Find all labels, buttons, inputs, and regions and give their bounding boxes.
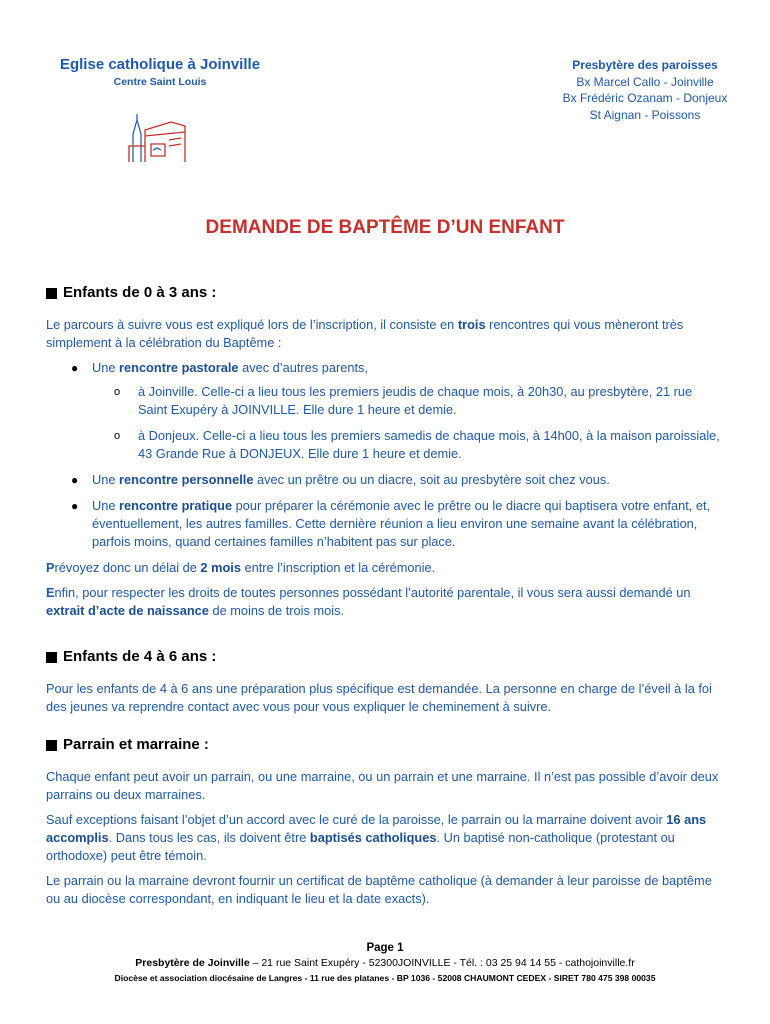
paragraph: Chaque enfant peut avoir un parrain, ou une marraine, ou un parrain et une marraine. Il n’est pas possible d’avoir deux parrains ou deux marraines. xyxy=(46,769,719,802)
church-logo-icon xyxy=(125,112,195,164)
footer-legal: Diocèse et association diocésaine de Langres - 11 rue des platanes - BP 1036 - 52008 CHAUMONT CEDEX - SIRET 780 475 398 00035 xyxy=(114,973,656,983)
page-number: Page 1 xyxy=(366,942,404,954)
square-icon xyxy=(46,652,57,663)
square-icon xyxy=(46,288,57,299)
list-item: o à Joinville. Celle-ci a lieu tous les premiers jeudis de chaque mois, à 20h30, au presbytère, 21 rue Saint Exupéry à JOINVILLE. Elle dure 1 heure et demie. xyxy=(114,384,693,417)
section-heading xyxy=(46,284,724,302)
paragraph: Le parrain ou la marraine devront fournir un certificat de baptême catholique (à demander à leur paroisse de baptême ou au diocèse correspondant, en indiquant le lieu et la date exacts). xyxy=(46,873,712,906)
list-item: o à Donjeux. Celle-ci a lieu tous les premiers samedis de chaque mois, à 14h00, à la maison paroissiale, 43 Grande Rue à DONJEUX. Elle dure 1 heure et demie. xyxy=(114,428,720,461)
section-heading xyxy=(46,736,724,754)
list-item: ● Une rencontre pratique pour préparer la cérémonie avec le prêtre ou le diacre qui baptisera votre enfant, et, éventuellement, les autres familles. Cette dernière réunion a lieu environ une semaine avant la célébration, parfois moins, quand certaines familles n’habitent pas sur place. xyxy=(71,498,711,549)
document-title: DEMANDE DE BAPTÊME D’UN ENFANT xyxy=(205,217,565,238)
paragraph: Enfin, pour respecter les droits de toutes personnes possédant l’autorité parentale, il vous sera aussi demandé un extrait d’acte de naissance de moins de trois mois. xyxy=(46,585,691,618)
centre-name: Centre Saint Louis xyxy=(113,76,207,88)
parish-line: Bx Frédéric Ozanam - Donjeux xyxy=(562,91,728,105)
circle-icon: o xyxy=(114,430,121,442)
paragraph: Pour les enfants de 4 à 6 ans une préparation plus spécifique est demandée. La personne en charge de l’éveil à la foi des jeunes va reprendre contact avec vous pour vous expliquer le cheminement à suivre. xyxy=(46,681,712,714)
parish-line: Bx Marcel Callo - Joinville xyxy=(576,74,714,89)
section-heading-text: Parrain et marraine : xyxy=(63,736,209,753)
header-left xyxy=(40,56,280,88)
bullet-dot-icon: ● xyxy=(71,473,79,487)
presbytery-title: Presbytère des paroisses xyxy=(572,58,718,72)
paragraph: Sauf exceptions faisant l’objet d’un accord avec le curé de la paroisse, le parrain ou la marraine doivent avoir 16 ans accomplis. Dans tous les cas, ils doivent être baptisés catholiques. Un baptisé non-catholique (protestant ou orthodoxe) peut être témoin. xyxy=(46,812,707,863)
header-right xyxy=(520,57,770,123)
church-name: Eglise catholique à Joinville xyxy=(59,56,261,73)
footer-address: Presbytère de Joinville – 21 rue Saint Exupéry - 52300JOINVILLE - Tél. : 03 25 94 14 55 - cathojoinville.fr xyxy=(135,957,635,969)
parish-line: St Aignan - Poissons xyxy=(589,107,701,122)
paragraph: Le parcours à suivre vous est expliqué lors de l’inscription, il consiste en trois rencontres qui vous mèneront très simplement à la célébration du Baptême : xyxy=(46,317,684,350)
square-icon xyxy=(46,740,57,751)
section-heading-text: Enfants de 4 à 6 ans : xyxy=(63,648,217,665)
list-item: ● Une rencontre personnelle avec un prêtre ou un diacre, soit au presbytère soit chez vous. xyxy=(71,472,610,487)
circle-icon: o xyxy=(114,386,121,398)
section-heading xyxy=(46,648,724,666)
bullet-dot-icon: ● xyxy=(71,499,79,513)
location-list xyxy=(92,383,724,463)
meeting-list xyxy=(46,359,724,551)
page-footer xyxy=(0,942,770,983)
section-heading-text: Enfants de 0 à 3 ans : xyxy=(63,284,217,301)
list-item: ● Une rencontre pastorale avec d’autres parents, o à Joinville. Celle-ci a lieu tous les premiers jeudis de chaque mois, à 20h30, au presbytère, 21 rue Saint Exupéry à JOINVILLE. Elle dure 1 heure et demie. o à Donjeux. Celle-ci a lieu tous les premiers samedis de chaque mois, à 14h00, à la maison paroissiale, 43 Grande Rue à DONJEUX. Elle dure 1 heure et demie. xyxy=(92,359,724,463)
document-body xyxy=(46,284,724,915)
bullet-dot-icon: ● xyxy=(71,361,79,375)
paragraph: Prévoyez donc un délai de 2 mois entre l’inscription et la cérémonie. xyxy=(46,560,436,575)
